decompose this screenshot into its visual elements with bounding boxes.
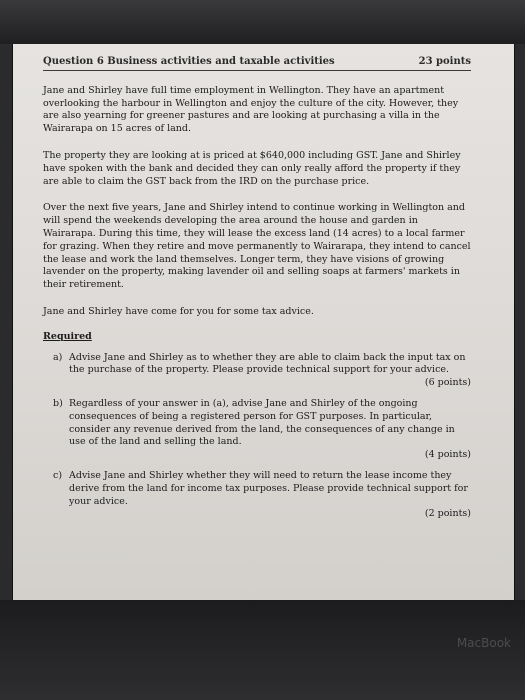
item-letter: b) xyxy=(53,397,63,409)
monitor-bezel-bottom xyxy=(0,600,525,700)
paragraph-property: The property they are looking at is priced at $640,000 including GST. Jane and Shirley have spoken with the bank and decided they can only really afford the property if they are able to claim the GST back from the IRD on the purchase price. xyxy=(43,149,461,187)
question-points: 23 points xyxy=(418,56,471,67)
item-points: (4 points) xyxy=(424,449,471,461)
brand-label: MacBook xyxy=(456,636,511,650)
item-text: Advise Jane and Shirley whether they will need to return the lease income they derive from the land for income tax purposes. Please provide technical support for your advice. xyxy=(69,469,468,507)
required-item-c xyxy=(43,470,471,521)
item-points: (2 points) xyxy=(424,508,471,520)
item-text: Regardless of your answer in (a), advise Jane and Shirley of the ongoing consequences of being a registered person for GST purposes. In particular, consider any revenue derived from the land, the consequences of any change in use of the land and selling the land. xyxy=(69,397,455,448)
paragraph-plans: Over the next five years, Jane and Shirley intend to continue working in Wellington and will spend the weekends developing the area around the house and garden in Wairarapa. During this time, they will lease the excess land (14 acres) to a local farmer for grazing. When they retire and move permanently to Wairarapa, they intend to cancel the lease and work the land themselves. Longer term, they have visions of growing lavender on the property, making lavender oil and selling soaps at farmers' markets in their retirement. xyxy=(43,202,471,291)
required-heading: Required xyxy=(43,330,92,342)
monitor-bezel-top xyxy=(0,0,525,44)
item-letter: c) xyxy=(53,469,63,481)
item-points: (6 points) xyxy=(424,377,471,389)
question-header xyxy=(43,56,471,71)
item-text: Advise Jane and Shirley as to whether they are able to claim back the input tax on the purchase of the property. Please provide technical support for your advice. xyxy=(69,351,466,376)
paragraph-advice: Jane and Shirley have come for you for some tax advice. xyxy=(43,305,314,317)
item-letter: a) xyxy=(53,351,63,363)
document-screen xyxy=(12,44,515,600)
required-item-b xyxy=(43,398,471,462)
question-document xyxy=(43,56,471,521)
required-item-a xyxy=(43,352,471,390)
question-title: Question 6 Business activities and taxable activities xyxy=(43,56,335,67)
paragraph-intro: Jane and Shirley have full time employment in Wellington. They have an apartment overlooking the harbour in Wellington and enjoy the culture of the city. However, they are also yearning for greener pastures and are looking at purchasing a villa in the Wairarapa on 15 acres of land. xyxy=(43,84,459,135)
